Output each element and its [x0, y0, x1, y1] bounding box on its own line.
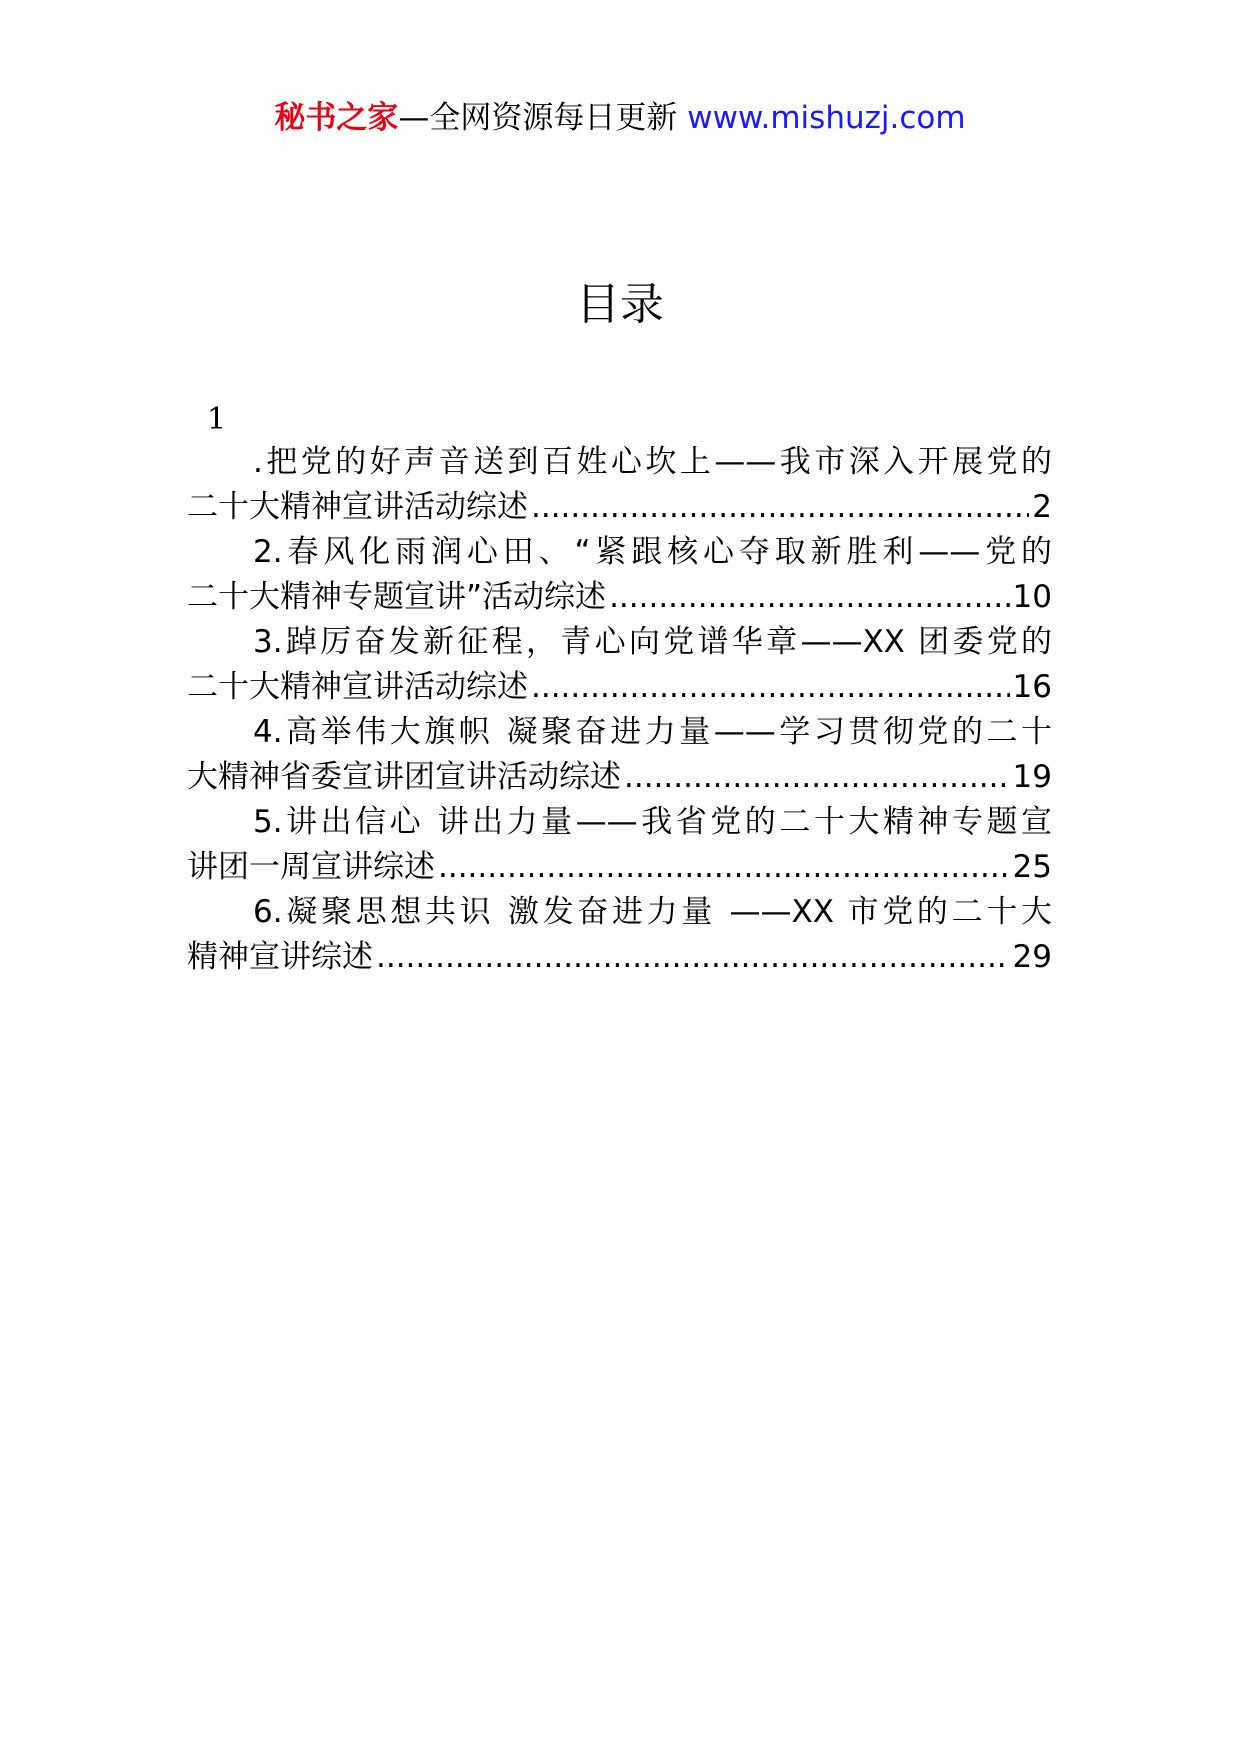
- toc-entry[interactable]: [187, 440, 1052, 530]
- toc-entry[interactable]: [187, 620, 1052, 710]
- site-slogan: —全网资源每日更新: [398, 100, 688, 136]
- toc-entry[interactable]: [187, 890, 1052, 980]
- site-header: [0, 98, 1240, 138]
- toc-entry-title-cont: 讲团一周宣讲综述: [187, 849, 435, 885]
- dot-leader: [438, 845, 1010, 890]
- toc-entry-page: 29: [1012, 939, 1052, 975]
- toc-entry-title-cont: 精神宣讲综述: [187, 939, 373, 975]
- toc-entry-title: 5.讲出信心 讲出力量——我省党的二十大精神专题宣: [253, 804, 1052, 840]
- toc-list-marker: 1: [207, 402, 227, 437]
- toc-entry-page: 10: [1012, 579, 1052, 615]
- dot-leader: [376, 935, 1010, 980]
- toc-entry-title: 2.春风化雨润心田、“紧跟核心夺取新胜利——党的: [253, 534, 1052, 570]
- toc-entry-page: 19: [1012, 759, 1052, 795]
- toc-entry-title-cont: 大精神省委宣讲团宣讲活动综述: [187, 759, 621, 795]
- toc-title: 目录: [576, 279, 664, 330]
- site-url-link[interactable]: www.mishuzj.com: [687, 100, 966, 136]
- dot-leader: [531, 485, 1029, 530]
- dot-leader: [609, 575, 1009, 620]
- toc-entry-title: 3.踔厉奋发新征程，青心向党谱华章——XX 团委党的: [253, 624, 1052, 660]
- toc-entry-title: 6.凝聚思想共识 激发奋进力量 ——XX 市党的二十大: [253, 894, 1052, 930]
- toc-entry-title-cont: 二十大精神专题宣讲”活动综述: [187, 579, 607, 615]
- toc-entry[interactable]: [187, 710, 1052, 800]
- toc-entry-title: 4.高举伟大旗帜 凝聚奋进力量——学习贯彻党的二十: [253, 714, 1052, 750]
- toc-list: [187, 440, 1052, 980]
- dot-leader: [624, 755, 1010, 800]
- toc-entry-title: .把党的好声音送到百姓心坎上——我市深入开展党的: [253, 444, 1052, 480]
- toc-entry[interactable]: [187, 800, 1052, 890]
- toc-entry-page: 25: [1012, 849, 1052, 885]
- dot-leader: [531, 665, 1010, 710]
- toc-entry-page: 2: [1032, 489, 1052, 525]
- toc-entry-title-cont: 二十大精神宣讲活动综述: [187, 489, 528, 525]
- toc-entry[interactable]: [187, 530, 1052, 620]
- toc-entry-title-cont: 二十大精神宣讲活动综述: [187, 669, 528, 705]
- site-brand: 秘书之家: [274, 100, 399, 136]
- toc-entry-page: 16: [1012, 669, 1052, 705]
